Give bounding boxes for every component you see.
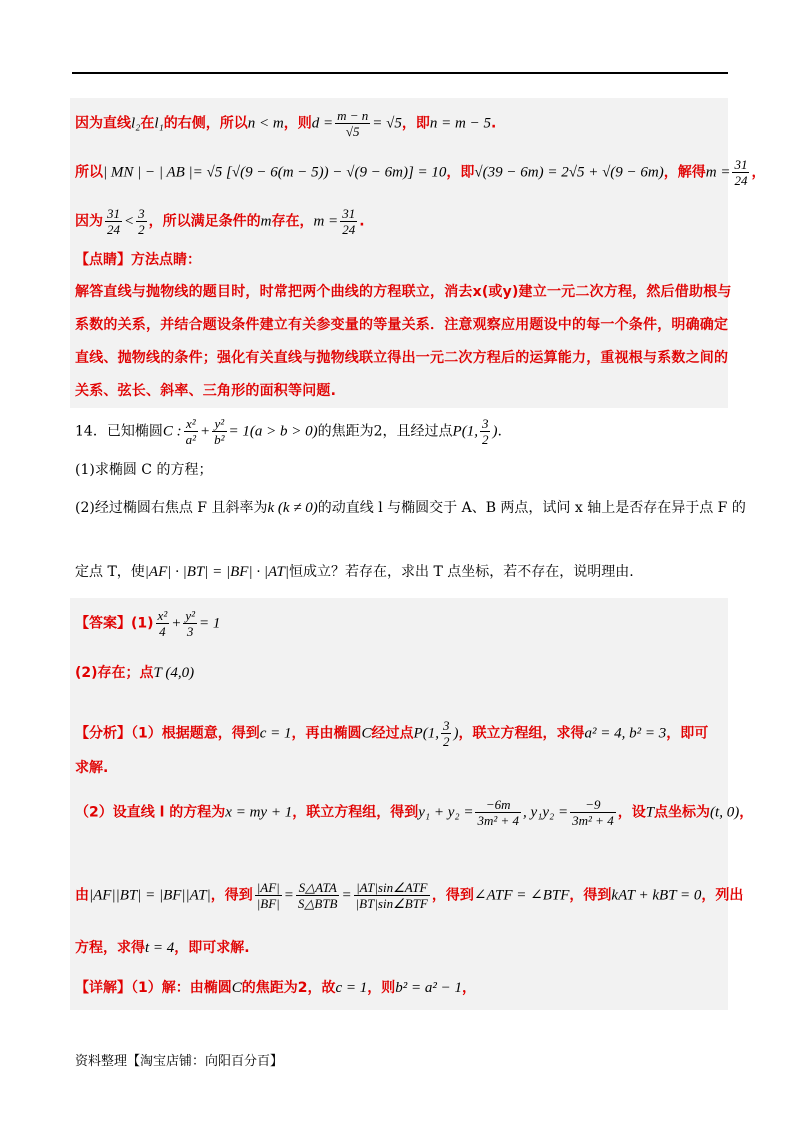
question-14-part-2: (2)经过椭圆右焦点 F 且斜率为k (k ≠ 0)的动直线 l 与椭圆交于 A、B 两点，试问 x 轴上是否存在异于点 F 的	[75, 500, 746, 516]
analysis-line-1: 【分析】（1）根据题意，得到c = 1，再由椭圆C经过点P(1, $\frac{3}{2}$ )，联立方程组，求得a² = 4, b² = 3，即可	[75, 718, 709, 749]
analysis-line-3: （2）设直线 l 的方程为x = my + 1，联立方程组，得到y₁ + y₂ = $\frac{-6m}{\text{3m² + 4}}$ , y₁y₂ = $\frac{-9}{\text{3m² + 4}}$ ，设T点坐标为(t, 0)，	[75, 797, 754, 828]
tip-line-4: 关系、弦长、斜率、三角形的面积等问题.	[75, 383, 337, 399]
analysis-line-5: 方程，求得t = 4，即可求解.	[75, 940, 250, 956]
solution-line-2: 所以| MN | − | AB |= √5 [√(9 − 6(m − 5)) − √(9 − 6m)] = 10，即√(39 − 6m) = 2√5 + √(9 − 6m)，解得m = $\frac{31}{24}$ ，	[75, 157, 766, 188]
tip-line-3: 直线、抛物线的条件；强化有关直线与抛物线联立得出一元二次方程后的运算能力，重视根与系数之间的	[75, 350, 729, 366]
question-14-stem: 14．已知椭圆C : $\frac{\text{x²}}{\text{a²}}$ + $\frac{\text{y²}}{\text{b²}}$ = 1(a > b > 0)的焦距为2，且经过点P(1, $\frac{3}{2}$ ).	[75, 416, 502, 447]
answer-line-2: (2)存在；点T (4,0)	[75, 665, 195, 681]
analysis-line-2: 求解.	[75, 760, 109, 776]
tip-line-1: 解答直线与抛物线的题目时，时常把两个曲线的方程联立，消去x(或y)建立一元二次方程，然后借助根与	[75, 284, 732, 300]
tip-heading: 【点睛】方法点睛：	[75, 252, 201, 268]
answer-line-1: 【答案】(1) $\frac{\text{x²}}{4}$ + $\frac{\text{y²}}{3}$ = 1	[75, 608, 221, 639]
solution-line-1: 因为直线l₂在l₁的右侧，所以n < m，则d = $\frac{m - n}{√5}$ = √5，即n = m − 5.	[75, 108, 497, 139]
analysis-line-4: 由|AF||BT| = |BF||AT|，得到 $\frac{|AF|}{|BF|}$ = $\frac{\text{S△ATA}}{\text{S△BTB}}$ = $\frac{\text{|AT|sin∠ATF}}{\text{|BT|sin∠BTF}}$ ，得到∠ATF = ∠BTF，得到kAT + kBT = 0，列出	[75, 880, 744, 911]
detail-line-1: 【详解】（1）解：由椭圆C的焦距为2，故c = 1，则b² = a² − 1，	[75, 980, 477, 996]
footer-note: 资料整理【淘宝店铺：向阳百分百】	[75, 1054, 284, 1069]
solution-line-3: 因为 $\frac{31}{24}$ < $\frac{3}{2}$ ，所以满足条件的m存在，m = $\frac{31}{24}$ .	[75, 206, 365, 237]
question-14-part-2-cont: 定点 T，使|AF| · |BT| = |BF| · |AT|恒成立？若存在，求出 T 点坐标，若不存在，说明理由.	[75, 564, 634, 580]
question-14-part-1: (1)求椭圆 C 的方程；	[75, 462, 213, 478]
header-rule	[72, 72, 728, 74]
tip-line-2: 系数的关系，并结合题设条件建立有关参变量的等量关系．注意观察应用题设中的每一个条件，明确确定	[75, 317, 729, 333]
